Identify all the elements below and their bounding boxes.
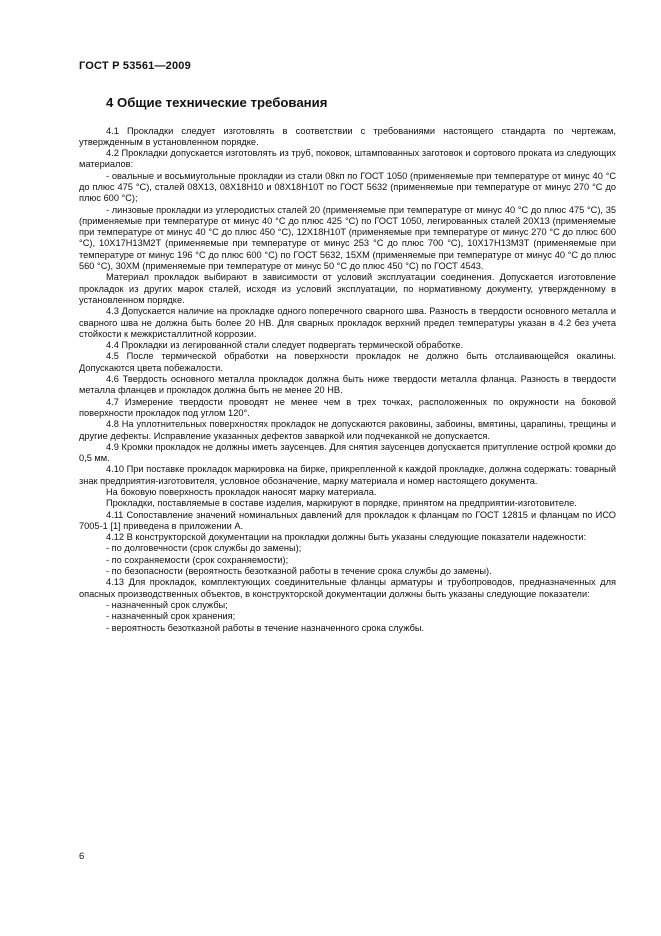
list-item-durability: - по долговечности (срок службы до замены); — [106, 543, 302, 554]
paragraph-4-12: 4.12 В конструкторской документации на прокладки должны быть указаны следующие показатели надежности: — [106, 532, 587, 543]
list-item-safety: - по безопасности (вероятность безотказной работы в течение срока службы до замены). — [106, 566, 492, 577]
section-body — [79, 126, 616, 634]
paragraph-4-4: 4.4 Прокладки из легированной стали следует подвергать термической обработке. — [106, 340, 464, 351]
paragraph-4-6: 4.6 Твердость основного металла прокладок должна быть ниже твердости металла фланца. Разность в твердости металла фланцев и прокладок должна быть не менее 20 НВ. — [79, 374, 616, 396]
paragraph-4-2: 4.2 Прокладки допускается изготовлять из труб, поковок, штампованных заготовок и сортового проката из следующих материалов: — [79, 148, 616, 170]
list-item-oval-gaskets: - овальные и восьмиугольные прокладки из стали 08кп по ГОСТ 1050 (применяемые при температуре от минус 40 °С до плюс 475 °С), сталей 08Х13, 08Х18Н10 и 08Х18Н10Т по ГОСТ 5632 (применяемые при температуре от минус 270 °С до плюс 600 °С); — [79, 170, 616, 204]
list-item-storability: - по сохраняемости (срок сохраняемости); — [106, 554, 289, 565]
paragraph-side-marking: На боковую поверхность прокладок наносят марку материала. — [106, 487, 377, 497]
paragraph-4-10: 4.10 При поставке прокладок маркировка на бирке, прикрепленной к каждой прокладке, должна содержать: товарный знак предприятия-изготовителя, условное обозначение, марку материала и номер настоящего документа. — [79, 464, 616, 486]
list-item-storage-period: - назначенный срок хранения; — [106, 611, 236, 622]
section-title: 4 Общие технические требования — [106, 95, 328, 110]
paragraph-4-1: 4.1 Прокладки следует изготовлять в соответствии с требованиями настоящего стандарта по чертежам, утвержденным в установленном порядке. — [79, 125, 616, 147]
document-header: ГОСТ Р 53561—2009 — [79, 60, 191, 72]
list-item-reliability: - вероятность безотказной работы в течение назначенного срока службы. — [106, 622, 425, 633]
paragraph-4-7: 4.7 Измерение твердости проводят не менее чем в трех точках, расположенных по окружности на боковой поверхности прокладок под углом 120°. — [79, 396, 616, 418]
page-number: 6 — [79, 851, 85, 862]
paragraph-4-3: 4.3 Допускается наличие на прокладке одного поперечного сварного шва. Разность в твердости основного металла и сварного шва не должна быть более 20 НВ. Для сварных прокладок верхний предел температуры указан в 4.2 без учета стойкости к межкристаллитной коррозии. — [79, 306, 616, 339]
paragraph-4-5: 4.5 После термической обработки на поверхности прокладок не должно быть отслаивающейся окалины. Допускаются цвета побежалости. — [79, 351, 616, 373]
list-item-service-life: - назначенный срок службы; — [106, 599, 228, 610]
paragraph-4-11: 4.11 Сопоставление значений номинальных давлений для прокладок к фланцам по ГОСТ 12815 и фланцам по ИСО 7005-1 [1] приведена в приложении А. — [79, 509, 616, 531]
paragraph-product-marking: Прокладки, поставляемые в составе изделия, маркируют в порядке, принятом на предприятии-изготовителе. — [106, 498, 577, 509]
paragraph-4-13: 4.13 Для прокладок, комплектующих соединительные фланцы арматуры и трубопроводов, предназначенных для опасных производственных объектов, в конструкторской документации должны быть указаны следующие показатели: — [79, 577, 616, 599]
paragraph-4-8: 4.8 На уплотнительных поверхностях прокладок не допускаются раковины, забоины, вмятины, царапины, трещины и другие дефекты. Исправление указанных дефектов заваркой или подчеканкой не допускается. — [79, 419, 616, 441]
paragraph-4-9: 4.9 Кромки прокладок не должны иметь заусенцев. Для снятия заусенцев допускается притупление острой кромки до 0,5 мм. — [79, 441, 616, 464]
paragraph-material-choice: Материал прокладок выбирают в зависимости от условий эксплуатации соединения. Допускается изготовление прокладок из других марок сталей, исходя из условий эксплуатации, по нормативному документу, утвержденному в установленном порядке. — [79, 272, 616, 305]
list-item-lens-gaskets: - линзовые прокладки из углеродистых сталей 20 (применяемые при температуре от минус 40 °С до плюс 475 °С), 35 (применяемые при температуре от минус 40 °С до плюс 425 °С) по ГОСТ 1050, легированных сталей 20Х13 (применяемые при температуре от минус 40 °С до плюс 450 °С), 12Х18Н10Т (применяемые при температуре от минус 270 °С до плюс 600 °С), 10Х17Н13М2Т (применяемые при температуре от минус 253 °С до плюс 700 °С), 10Х17Н13М3Т (применяемые при температуре от минус 196 °С до плюс 600 °С) по ГОСТ 5632, 15ХМ (применяемые при температуре от минус 40 °С до плюс 560 °С), 30ХМ (применяемые при температуре от минус 50 °С до плюс 450 °С) по ГОСТ 4543. — [79, 204, 616, 272]
